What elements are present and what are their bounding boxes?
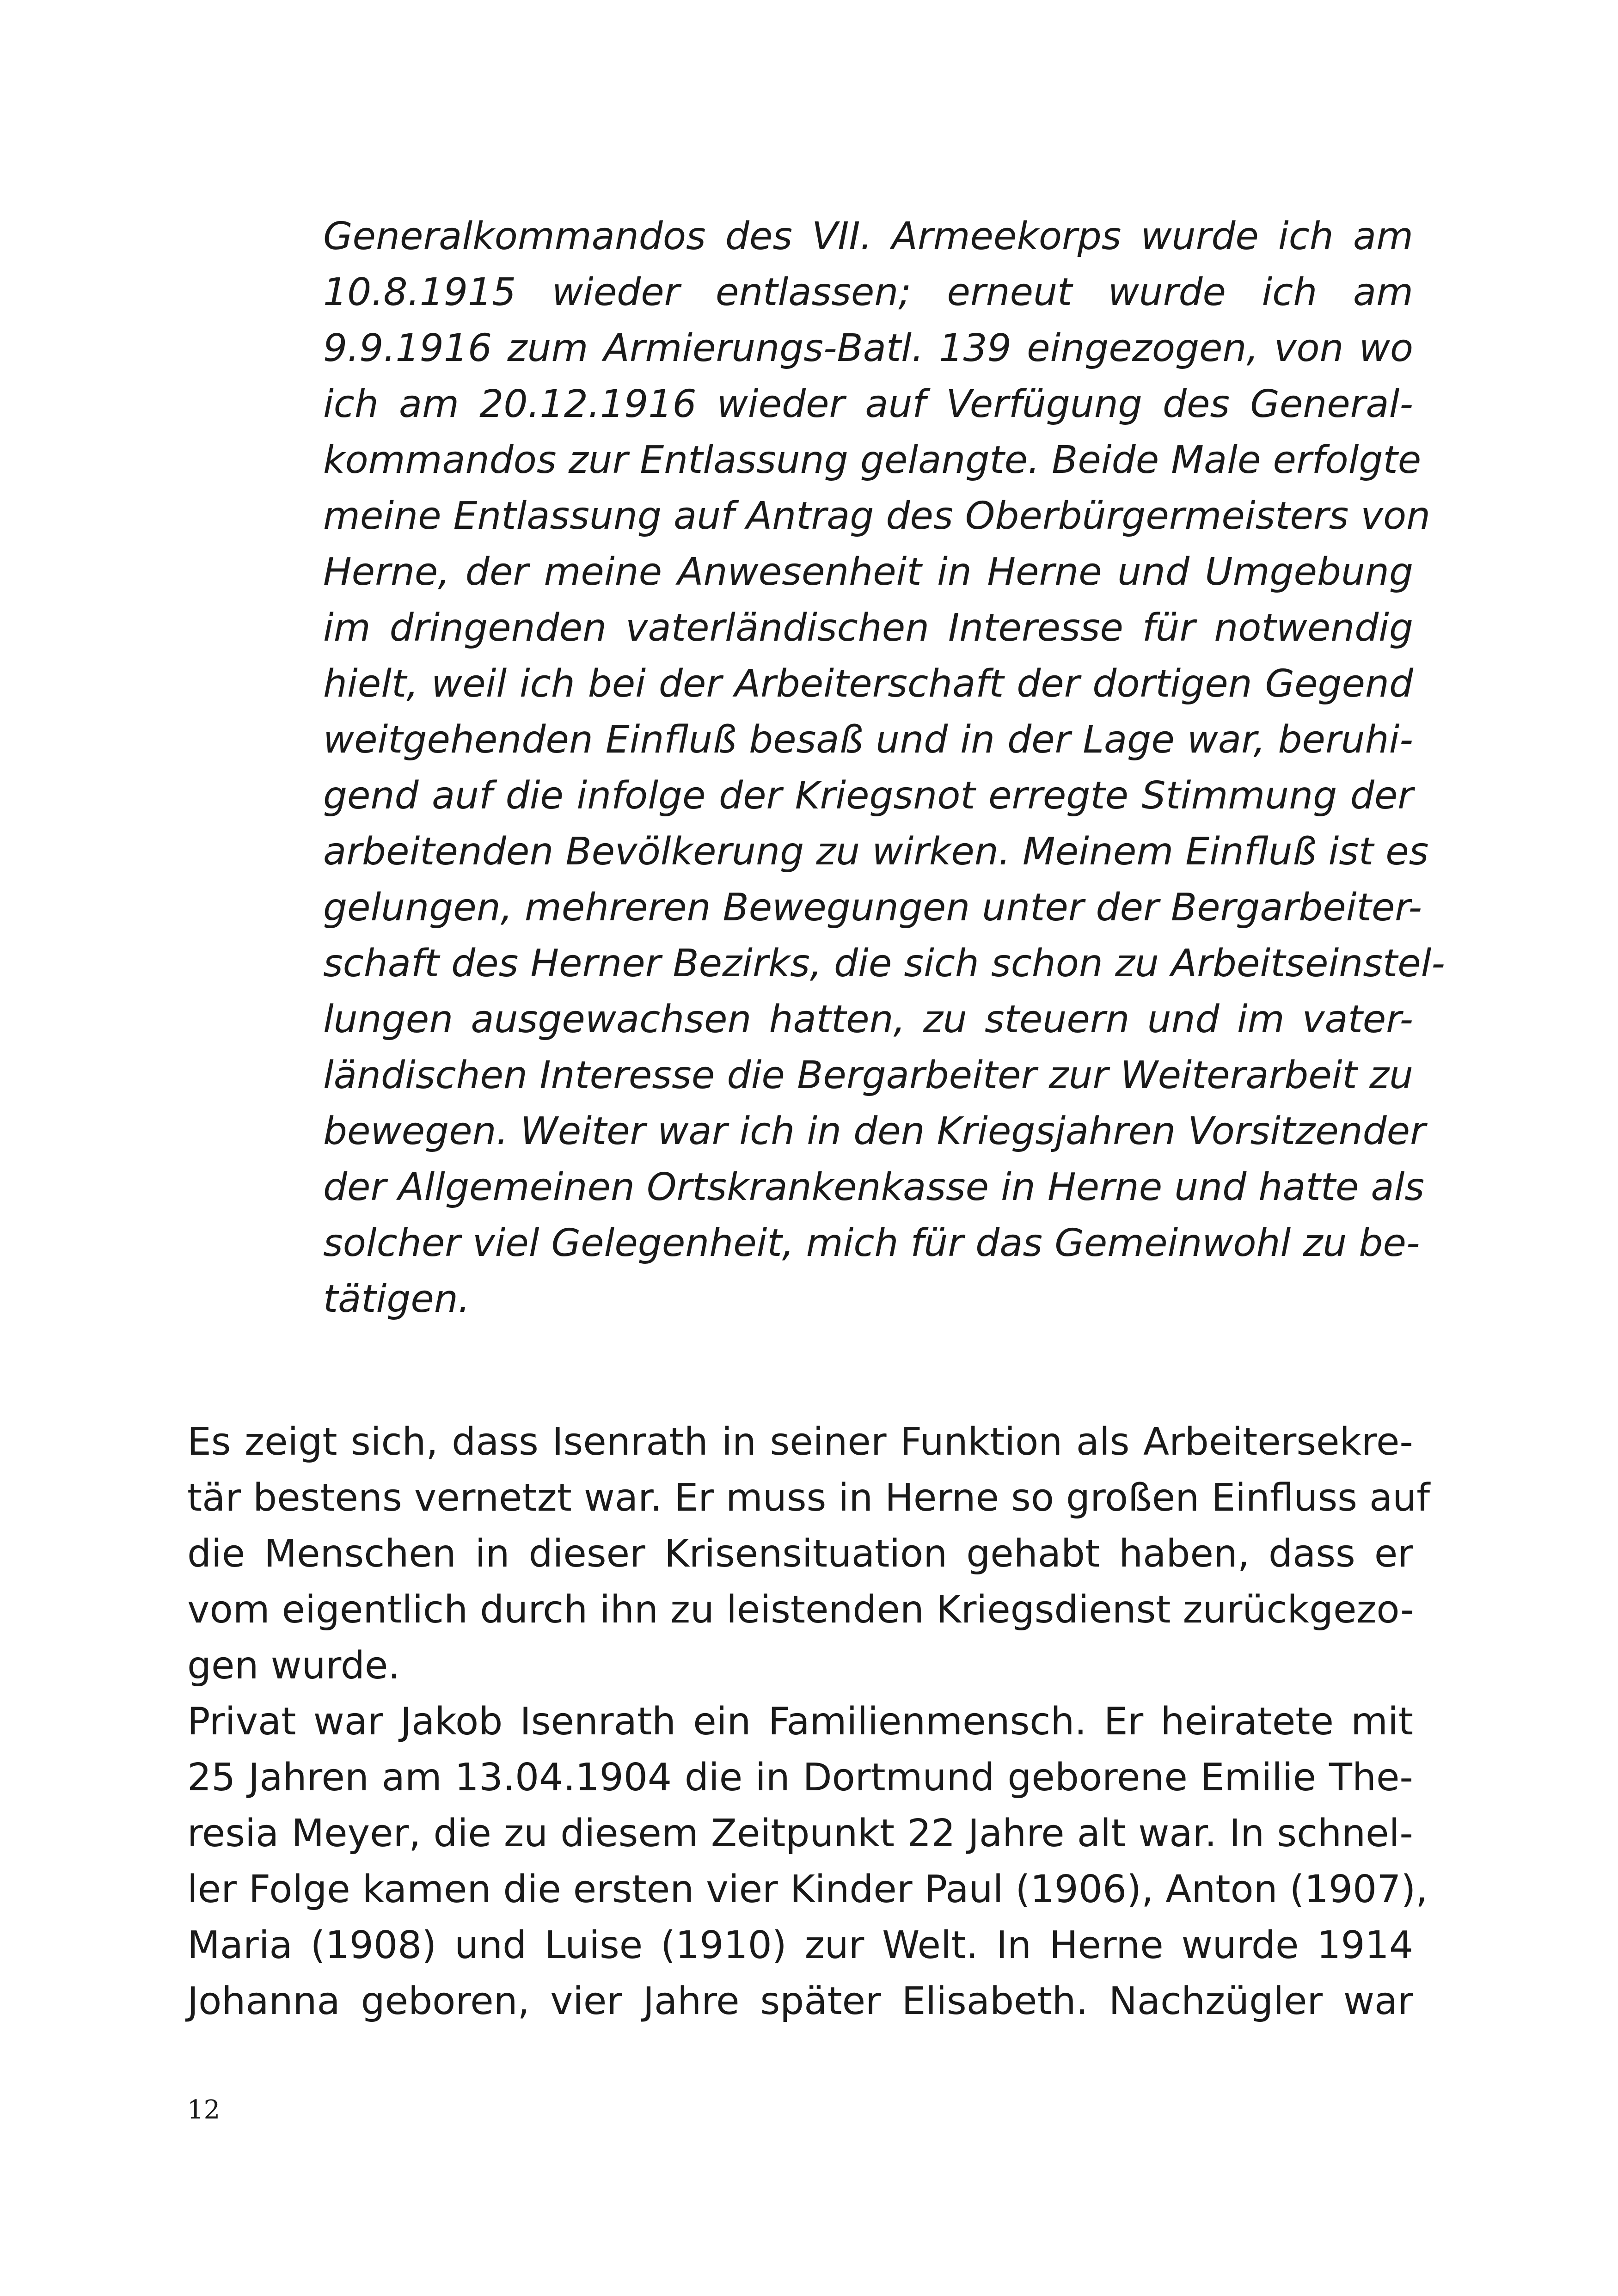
quote-line: 10.8.1915 wieder entlassen; erneut wurde ich am: [323, 270, 1413, 314]
quote-line: solcher viel Gelegenheit, mich für das Gemeinwohl zu be-: [323, 1221, 1420, 1265]
quote-line: gend auf die infolge der Kriegsnot erregte Stimmung der: [323, 774, 1413, 818]
quote-line: 9.9.1916 zum Armierungs-Batl. 139 eingezogen, von wo: [323, 326, 1413, 370]
quote-line: bewegen. Weiter war ich in den Kriegsjahren Vorsitzender: [323, 1109, 1426, 1153]
quote-line: im dringenden vaterländischen Interesse für notwendig: [323, 606, 1413, 650]
quote-line: der Allgemeinen Ortskrankenkasse in Herne und hatte als: [323, 1165, 1425, 1209]
body-line: 25 Jahren am 13.04.1904 die in Dortmund geborene Emilie The-: [187, 1756, 1413, 1800]
body-line: Privat war Jakob Isenrath ein Familienmensch. Er heiratete mit: [187, 1700, 1413, 1744]
quote-line: schaft des Herner Bezirks, die sich schon zu Arbeitseinstel-: [323, 942, 1445, 986]
quote-line: ich am 20.12.1916 wieder auf Verfügung des General-: [323, 382, 1413, 426]
quote-line: ländischen Interesse die Bergarbeiter zur Weiterarbeit zu: [323, 1053, 1413, 1097]
body-line: vom eigentlich durch ihn zu leistenden Kriegsdienst zurückgezo-: [187, 1588, 1414, 1632]
quote-line: weitgehenden Einfluß besaß und in der Lage war, beruhi-: [323, 718, 1413, 762]
body-line: Maria (1908) und Luise (1910) zur Welt. In Herne wurde 1914: [187, 1923, 1413, 1967]
quote-line: tätigen.: [323, 1277, 470, 1321]
body-line: Es zeigt sich, dass Isenrath in seiner Funktion als Arbeitersekre-: [187, 1420, 1413, 1464]
quote-line: hielt, weil ich bei der Arbeiterschaft der dortigen Gegend: [323, 662, 1413, 706]
quote-line: lungen ausgewachsen hatten, zu steuern und im vater-: [323, 998, 1413, 1041]
body-line: resia Meyer, die zu diesem Zeitpunkt 22 Jahre alt war. In schnel-: [187, 1812, 1413, 1855]
body-line: die Menschen in dieser Krisensituation gehabt haben, dass er: [187, 1532, 1413, 1576]
quote-line: Herne, der meine Anwesenheit in Herne und Umgebung: [323, 550, 1413, 594]
quote-line: arbeitenden Bevölkerung zu wirken. Meinem Einfluß ist es: [323, 830, 1429, 874]
body-line: tär bestens vernetzt war. Er muss in Herne so großen Einfluss auf: [187, 1476, 1430, 1520]
quote-line: kommandos zur Entlassung gelangte. Beide Male erfolgte: [323, 438, 1422, 482]
body-line: Johanna geboren, vier Jahre später Elisabeth. Nachzügler war: [187, 1979, 1413, 2023]
quote-line: meine Entlassung auf Antrag des Oberbürgermeisters von: [323, 494, 1431, 538]
page-number: 12: [187, 2095, 221, 2125]
quote-line: gelungen, mehreren Bewegungen unter der Bergarbeiter-: [323, 886, 1422, 930]
quote-line: Generalkommandos des VII. Armeekorps wurde ich am: [323, 214, 1413, 258]
body-line: ler Folge kamen die ersten vier Kinder Paul (1906), Anton (1907),: [187, 1867, 1428, 1911]
body-line: gen wurde.: [187, 1644, 400, 1688]
